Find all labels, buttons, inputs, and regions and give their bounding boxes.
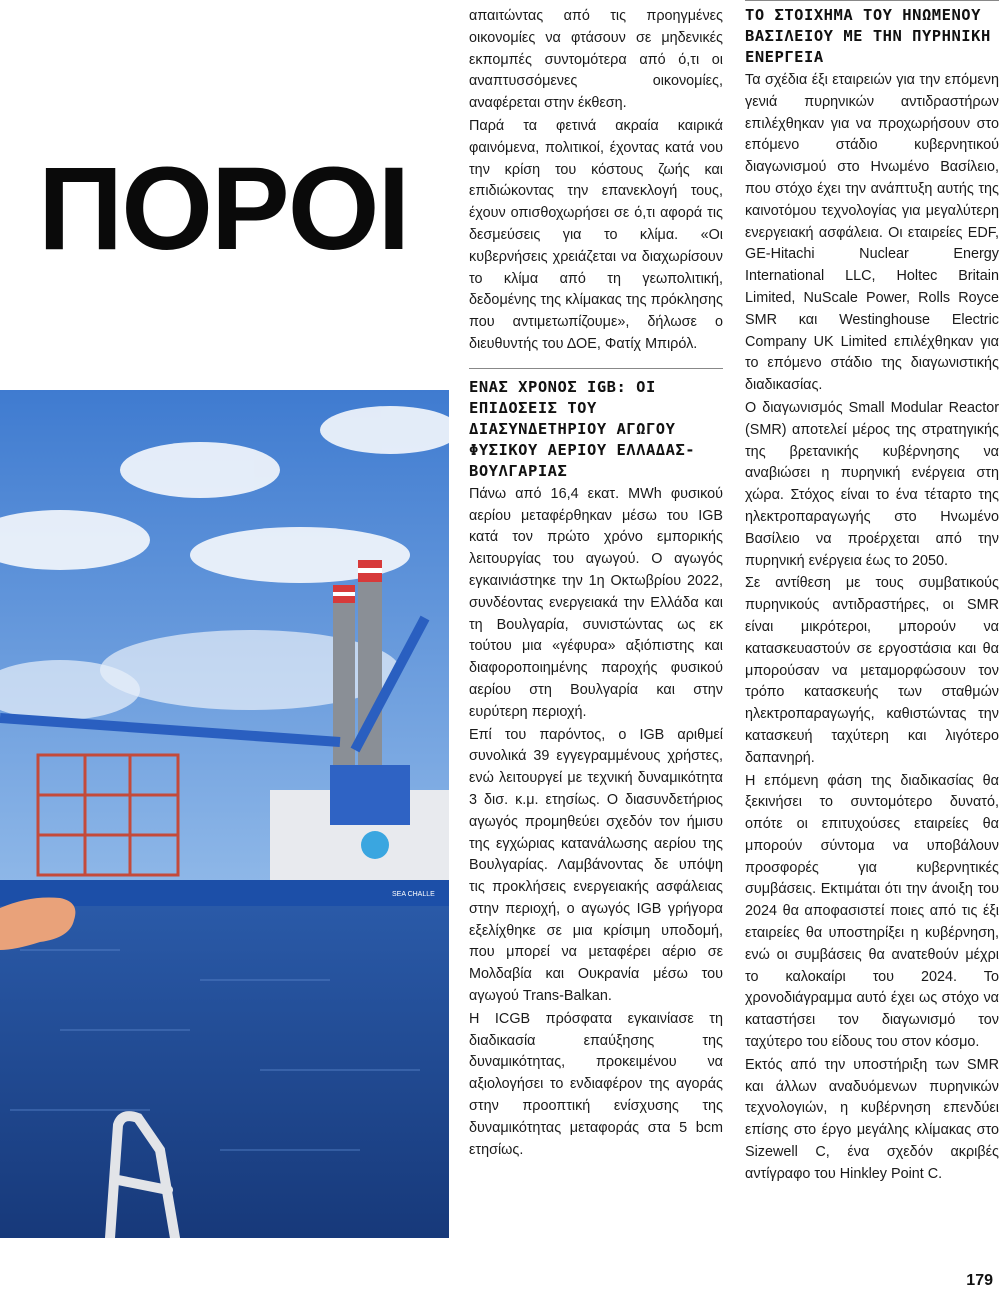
right-column bbox=[745, 0, 999, 1187]
paragraph: Σε αντίθεση με τους συμβατικούς πυρηνικούς αντιδραστήρες, οι SMR είναι μικρότεροι, μπορούν να κατασκευαστούν σε εργοστάσια και θα μπορούσαν να μεταμορφώσουν τον τρόπο κατασκευής των σταθμών ηλεκτροπαραγωγής, καθιστώντας την κατασκευή ταχύτερη και λιγότερο δαπανηρή. bbox=[745, 575, 999, 766]
paragraph: Η επόμενη φάση της διαδικασίας θα ξεκινήσει το συντομότερο δυνατό, οπότε οι επιτυχούσες εταιρείες θα μπορούν σύντομα να υποβάλουν προσφορές για κυβερνητικές συμβάσεις. Εκτιμάται ότι την άνοιξη του 2024 θα αποφασιστεί ποιες από τις έξι εταιρείες θα υποστηρίξει η κυβέρνηση, ενώ οι συμβάσεις θα ανατεθούν μέχρι το καλοκαίρι του 2024. Το χρονοδιάγραμμα αυτό έχει ως στόχο να καταστήσει τον διαγωνισμό τον ταχύτερο του είδους του στον κόσμο. bbox=[745, 772, 999, 1051]
vessel-name: SEA CHALLE bbox=[392, 891, 435, 898]
paragraph: Τα σχέδια έξι εταιρειών για την επόμενη γενιά πυρηνικών αντιδραστήρων επιλέχθηκαν για να προχωρήσουν στο επόμενο στάδιο κυβερνητικού διαγωνισμού στο Ηνωμένο Βασίλειο, που στόχο έχει την ανάπτυξη αυτής της καινοτόμου τεχνολογίας για μεγαλύτερη ενεργειακή ασφάλεια. Οι εταιρείες EDF, GE-Hitachi Nuclear Energy International LLC, Holtec Britain Limited, NuScale Power, Rolls Royce SMR και Westinghouse Electric Company UK Limited επιλέχθηκαν για το επόμενο στάδιο της διαγωνιστικής διαδικασίας. bbox=[745, 72, 999, 394]
paragraph: απαιτώντας από τις προηγμένες οικονομίες να φτάσουν σε μηδενικές εκπομπές συντομότερα από ό,τι οι αναπτυσσόμενες οικονομίες, αναφέρεται στην έκθεση. bbox=[469, 8, 723, 112]
page-number: 179 bbox=[966, 1272, 993, 1289]
paragraph: Παρά τα φετινά ακραία καιρικά φαινόμενα, πολιτικοί, έχοντας κατά νου την κρίση του κόστους ζωής και επιδιώκοντας την επανεκλογή τους, έχουν οπισθοχωρήσει σε ό,τι αφορά τις δεσμεύσεις για το κλίμα. «Οι κυβερνήσεις χρειάζεται να διαχωρίσουν το κλίμα από τη γεωπολιτική, δεδομένης της κλίμακας της πρόκλησης που αντιμετωπίζουμε», δήλωσε ο διευθυντής του ΔΟΕ, Φατίχ Μπιρόλ. bbox=[469, 117, 723, 352]
paragraph: Επί του παρόντος, ο IGB αριθμεί συνολικά 39 εγγεγραμμένους χρήστες, ενώ λειτουργεί με τεχνική δυναμικότητα 3 δισ. κ.μ. ετησίως. Ο διασυνδετήριος αγωγός προμηθεύει σχεδόν τον ήμισυ της εγχώριας κατανάλωσης αερίου της Βουλγαρίας. Λαμβάνοντας δε υπόψη τις προκλήσεις ενεργειακής ασφάλειας στην περιοχή, ο αγωγός IGB γρήγορα εξελίχθηκε σε μια κρίσιμη υποδομή, που μπορεί να μεταφέρει αέριο σε Μολδαβία και Ουκρανία μέσω του αγωγού Trans-Balkan. bbox=[469, 726, 723, 1005]
paragraph: Εκτός από την υποστήριξη των SMR και άλλων αναδυόμενων πυρηνικών τεχνολογιών, η κυβέρνηση επενδύει επίσης στο έργο μεγάλης κλίμακας στο Sizewell C, ένα σχεδόν ακριβές αντίγραφο του Hinkley Point C. bbox=[745, 1056, 999, 1182]
paragraph: Ο διαγωνισμός Small Modular Reactor (SMR) αποτελεί μέρος της στρατηγικής της βρετανικής κυβέρνησης να αναβιώσει η πυρηνική ενέργεια στη χώρα. Στόχος είναι το ένα τέταρτο της ηλεκτροπαραγωγής στο Ηνωμένο Βασίλειο να προέρχεται από την πυρηνική ενέργεια έως το 2050. bbox=[745, 399, 999, 569]
paragraph: Η ICGB πρόσφατα εγκαινίασε τη διαδικασία επαύξησης της δυναμικότητας, προκειμένου να αξιολογήσει το ενδιαφέρον της αγοράς στην προοπτική ενίσχυσης της δυναμικότητας μεταφοράς στα 5 bcm ετησίως. bbox=[469, 1010, 723, 1158]
offshore-vessel-photo bbox=[0, 390, 449, 1238]
section-title-igb: ΕΝΑΣ ΧΡΟΝΟΣ IGB: ΟΙ ΕΠΙΔΟΣΕΙΣ ΤΟΥ ΔΙΑΣΥΝΔΕΤΗΡΙΟΥ ΑΓΩΓΟΥ ΦΥΣΙΚΟΥ ΑΕΡΙΟΥ ΕΛΛΑΔΑΣ-ΒΟΥΛΓΑΡΙΑΣ bbox=[469, 377, 696, 480]
section-divider bbox=[469, 368, 723, 369]
middle-column bbox=[469, 6, 723, 1162]
sea bbox=[0, 906, 449, 1238]
paragraph: Πάνω από 16,4 εκατ. MWh φυσικού αερίου μεταφέρθηκαν μέσω του IGB κατά τον πρώτο χρόνο εμπορικής λειτουργίας του αγωγού. Ο αγωγός εγκαινιάστηκε την 1η Οκτωβρίου 2022, συνδέοντας ενεργειακά την Ελλάδα και τη Βουλγαρία, συνιστώντας ως εκ τούτου μια «γέφυρα» αξιόπιστης και διαφοροποιημένης παροχής φυσικού αερίου στη Βουλγαρία και στην ευρύτερη περιοχή. bbox=[469, 485, 723, 720]
section-title-uk-nuclear: ΤΟ ΣΤΟΙΧΗΜΑ ΤΟΥ ΗΝΩΜΕΝΟΥ ΒΑΣΙΛΕΙΟΥ ΜΕ ΤΗΝ ΠΥΡΗΝΙΚΗ ΕΝΕΡΓΕΙΑ bbox=[745, 6, 991, 66]
section-divider bbox=[745, 0, 999, 1]
page-headline: ΠΟΡΟΙ bbox=[38, 143, 409, 275]
